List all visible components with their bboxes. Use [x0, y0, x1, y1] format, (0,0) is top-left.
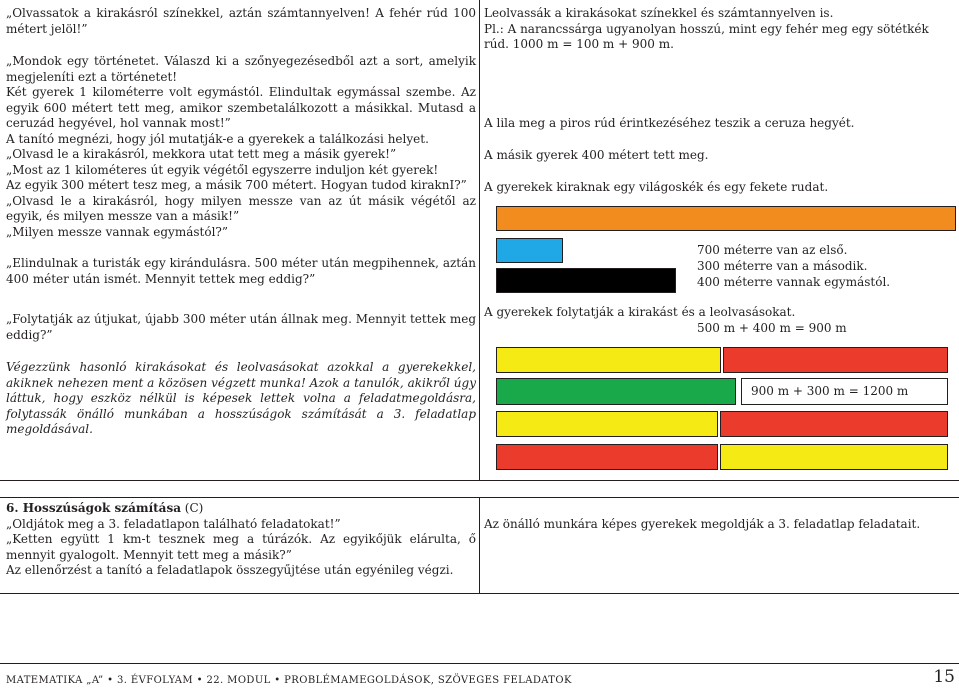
note-blue-black: A gyerekek kiraknak egy világoskék és egy fekete rudat. [484, 180, 829, 194]
equation-900: 500 m + 400 m = 900 m [697, 321, 847, 335]
task-hikers: „Ketten együtt 1 km-t tesznek meg a túrázók. Az egyikőjük elárulta, ő mennyit gyalogolt. Mennyit tett meg a másik?” [6, 532, 476, 562]
instruction-distance-between: „Milyen messze vannak egymástól?” [6, 224, 228, 239]
black-rod [496, 268, 676, 293]
equation-box [741, 378, 948, 405]
instruction-read-other: „Olvasd le a kirakásról, mekkora utat tett meg a másik gyerek!” [6, 147, 397, 161]
note-continue: A gyerekek folytatják a kirakást és a leolvasásokat. [484, 305, 796, 319]
yellow-rod-3 [720, 444, 948, 470]
instruction-300-700: Az egyik 300 métert tesz meg, a másik 700 métert. Hogyan tudod kiraknI?” [6, 178, 467, 192]
table-bottom-border [0, 593, 959, 594]
note-read-colors: Leolvassák a kirakásokat színekkel és számtannyelven is. [484, 6, 834, 20]
top-right-column [484, 6, 954, 53]
red-rod-3 [496, 444, 718, 470]
instruction-tourists: „Elindulnak a turisták egy kirándulásra. 500 méter után megpihennek, aztán 400 méter után ismét. Mennyit tettek meg eddig?” [6, 256, 476, 286]
yellow-rod [496, 347, 721, 373]
task-solve-worksheet: „Oldjátok meg a 3. feladatlapon található feladatokat!” [6, 516, 341, 531]
instruction-distance-end: „Olvasd le a kirakásról, hogy milyen messze van az út másik végétől az egyik, és milyen messze van a másik!” [6, 193, 476, 223]
check-note: Az ellenőrzést a tanító a feladatlapok összegyűjtése után egyénileg végzi. [6, 563, 454, 577]
legend-first: 700 méterre van az első. [697, 243, 848, 257]
instruction-story: „Mondok egy történetet. Válaszd ki a szőnyegezésedből azt a sort, amelyik megjeleníti ezt a történetet! [6, 54, 476, 84]
note-example: Pl.: A narancssárga ugyanolyan hosszú, mint egy fehér meg egy sötétkék rúd. 1000 m = 100 m + 900 m. [484, 21, 929, 51]
instruction-read-colors: „Olvassatok a kirakásról színekkel, aztán számtannyelven! A fehér rúd 100 métert jelöl!” [6, 6, 476, 36]
yellow-rod-2 [496, 411, 718, 437]
bottom-left-column [6, 501, 476, 579]
note-400m: A másik gyerek 400 métert tett meg. [484, 148, 709, 162]
independent-work-note: Az önálló munkára képes gyerekek megoldják a 3. feladatlap feladatait. [484, 517, 921, 531]
orange-rod [496, 206, 956, 231]
instruction-continue: „Folytatják az útjukat, újabb 300 méter után állnak meg. Mennyit tettek meg eddig?” [6, 312, 476, 342]
teacher-check-text: A tanító megnézi, hogy jól mutatják-e a gyerekek a találkozási helyet. [6, 131, 429, 146]
section-number: 6. [6, 501, 23, 515]
section-title: Hosszúságok számítása [22, 501, 181, 515]
section-tag: (C) [180, 501, 204, 515]
footer-title: MATEMATIKA „A” • 3. ÉVFOLYAM • 22. MODUL • PROBLÉMAMEGOLDÁSOK, SZÖVEGES FELADATOK [6, 675, 572, 686]
top-left-column [6, 6, 476, 438]
equation-1200: 900 m + 300 m = 1200 m [751, 383, 909, 398]
instruction-two-children: Két gyerek 1 kilométerre volt egymástól. Elindultak egymással szembe. Az egyik 600 métert tett meg, amikor szembetalálkozott a másikkal. Mutasd a ceruzád hegyével, hol vannak most!” [6, 85, 476, 130]
red-rod-2 [720, 411, 948, 437]
column-divider-top [479, 0, 480, 480]
instruction-start-together: „Most az 1 kilométeres út egyik végétől egyszerre induljon két gyerek! [6, 162, 439, 177]
row-divider [0, 480, 959, 481]
column-divider-bottom [479, 497, 480, 593]
note-pencil: A lila meg a piros rúd érintkezéséhez teszik a ceruza hegyét. [484, 116, 855, 130]
section-heading [6, 501, 476, 517]
red-rod [723, 347, 948, 373]
teacher-note: Végezzünk hasonló kirakásokat és leolvasásokat azokkal a gyerekekkel, akiknek nehezen ment a közösen végzett munka! Azok a tanulók, akikről úgy láttuk, hogy eszköz nélkül is képesek lettek volna a feladatmegoldásra, folytassák önálló munkában a hosszúságok számítását a 3. feladatlap megoldásával. [6, 360, 476, 436]
legend-between: 400 méterre vannak egymástól. [697, 275, 891, 289]
footer-rule [0, 663, 959, 664]
page-number: 15 [933, 667, 955, 687]
light-blue-rod [496, 238, 563, 263]
green-rod [496, 378, 736, 405]
legend-second: 300 méterre van a második. [697, 259, 868, 273]
